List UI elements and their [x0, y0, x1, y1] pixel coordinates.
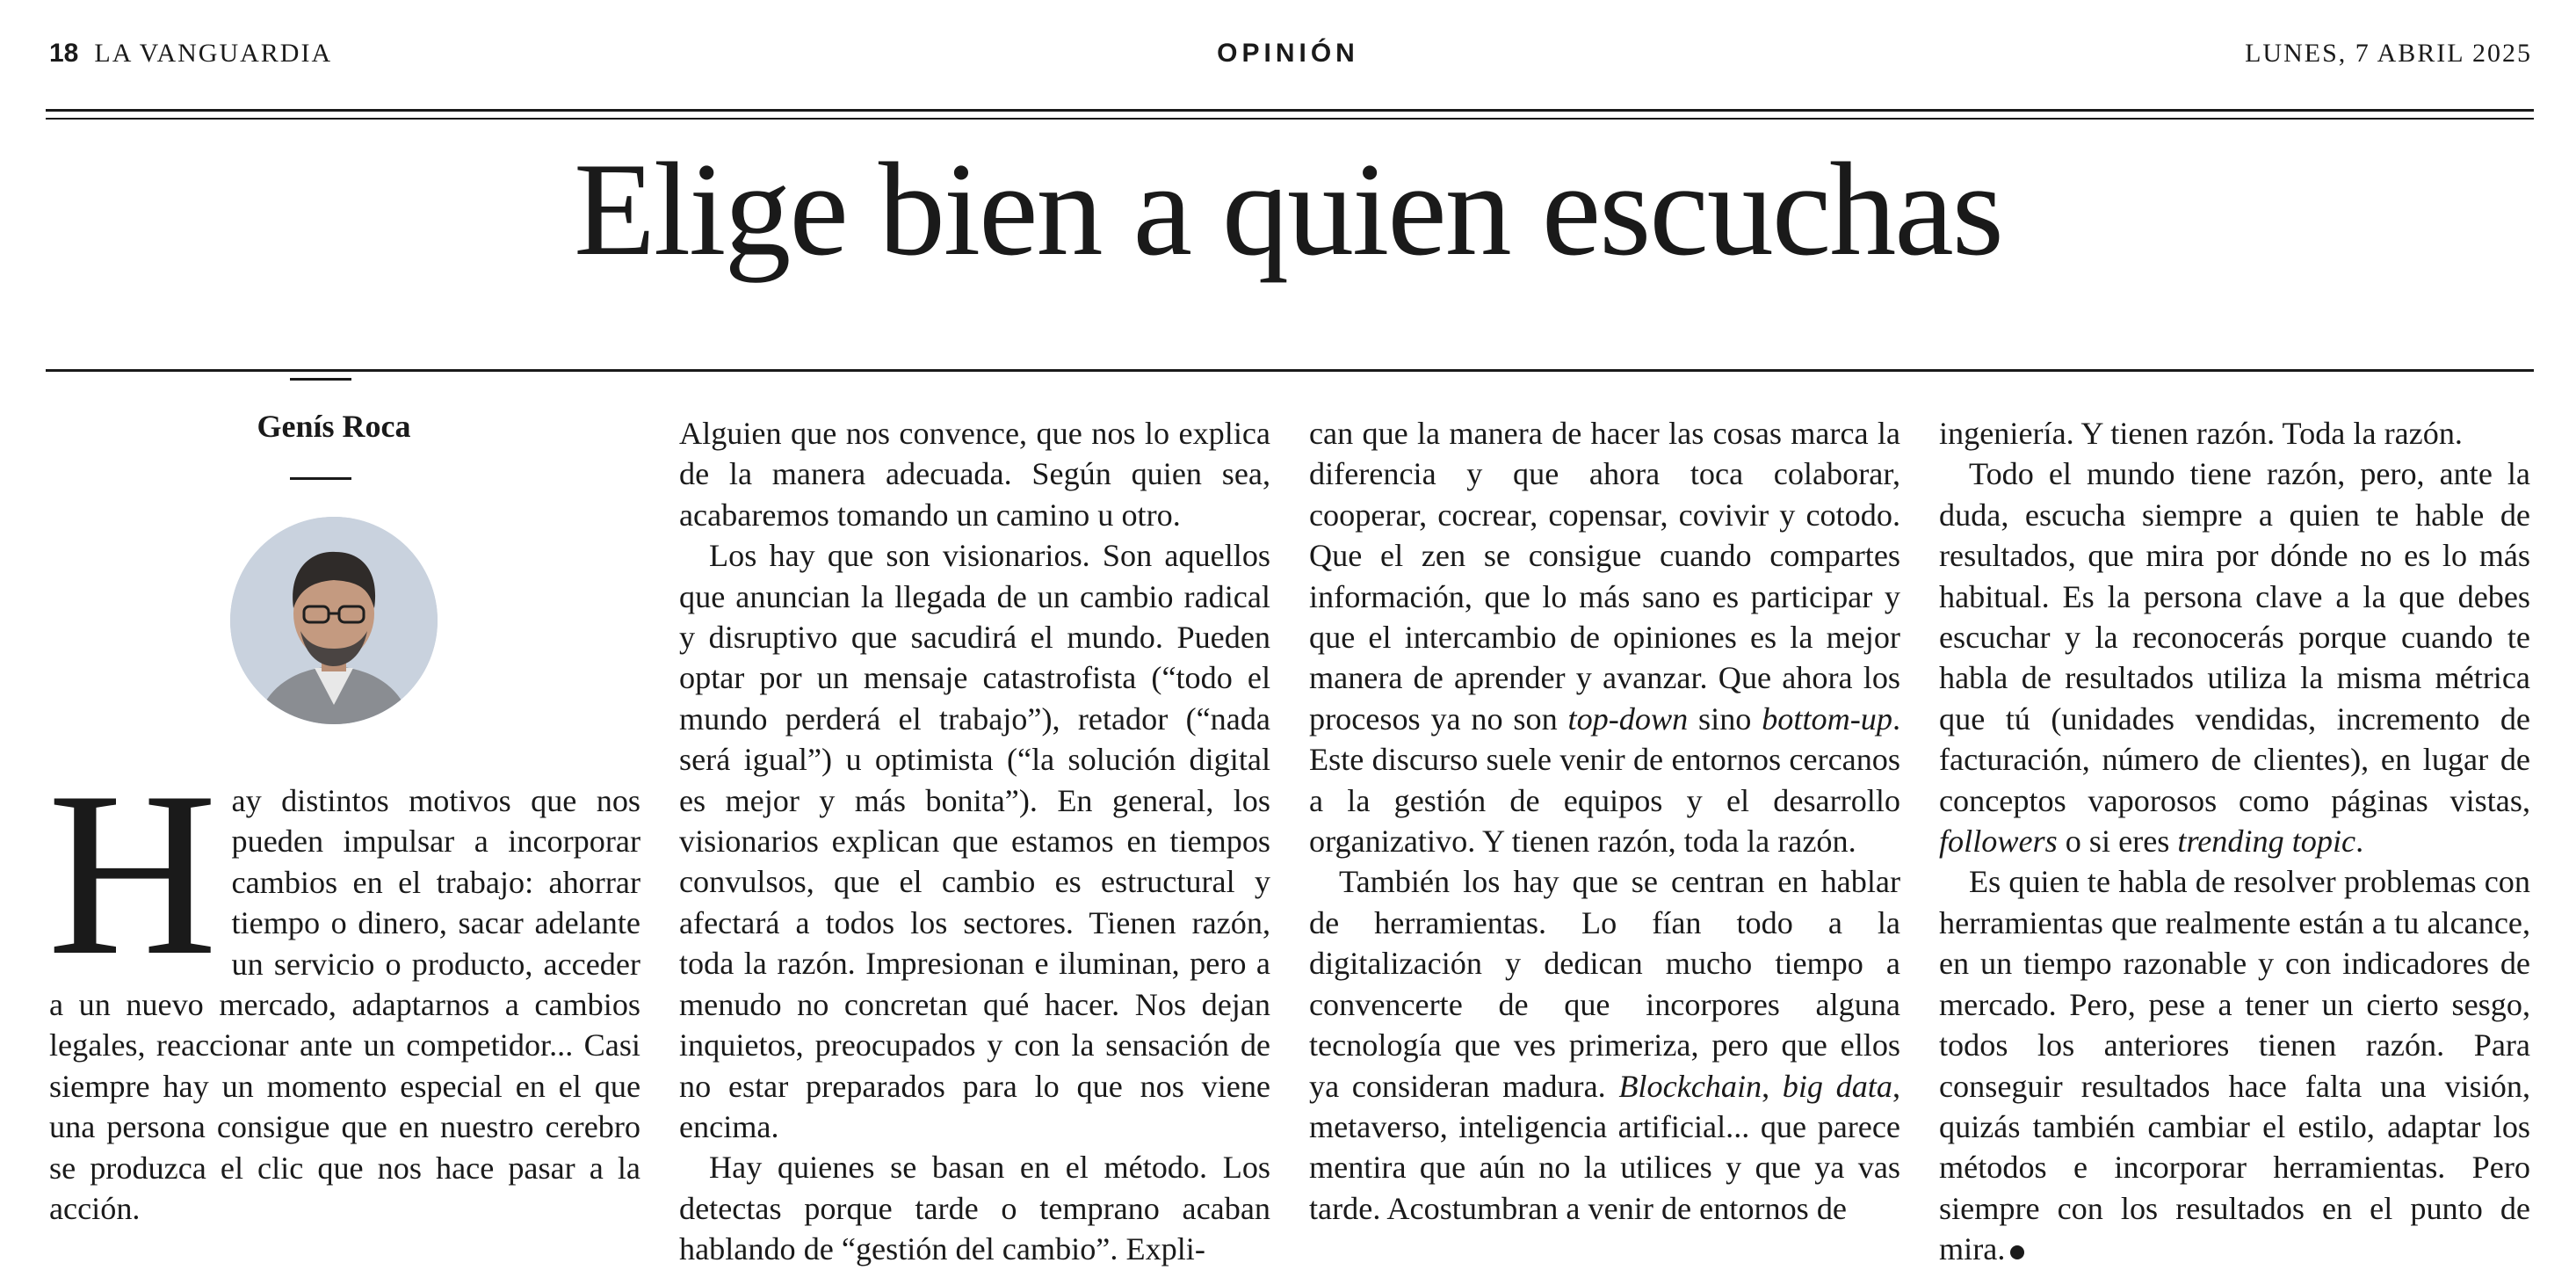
page-number: 18 [49, 39, 79, 68]
headline: Elige bien a quien escuchas [574, 135, 2002, 283]
publication-name: LA VANGUARDIA [94, 39, 333, 68]
paragraph [1309, 861, 1900, 1229]
text-run: También los hay que se centran en hablar de herramientas. Lo fían todo a la digitalización y dedican mucho tiempo a convencerte de que incorpores alguna tecnología que ves primeriza, pero que ellos ya consideran madura. [1309, 864, 1900, 1104]
text-run: , [1762, 1068, 1783, 1104]
header-rule-top [46, 109, 2534, 112]
article-column-1 [47, 743, 640, 1229]
paragraph: Alguien que nos convence, que nos lo explica de la manera adecuada. Según quien sea, acabaremos tomando un camino u otro. [679, 416, 1270, 533]
drop-cap: H [47, 743, 218, 1004]
header-rule-bottom [46, 118, 2534, 120]
text-run: Es quien te habla de resolver problemas con herramientas que realmente están a tu alcance, en un tiempo razonable y con indicadores de mercado. Pero, pese a tener un cierto sesgo, todos los anteriores tienen razón. Para conseguir resultados hace falta una visión, quizás también cambiar el estilo, adaptar los métodos e incorporar herramientas. Pero siempre con los resultados en el punto de mira. [1939, 864, 2530, 1267]
lead-paragraph: ay distintos motivos que nos pueden impulsar a incorporar cambios en el trabajo: ahorrar tiempo o dinero, sacar adelante un servicio o producto, acceder a un nuevo mercado, adaptarnos a cambios legales, reaccionar ante un competidor... Casi siempre hay un momento especial en el que una persona consigue que en nuestro cerebro se produzca el clic que nos hace pasar a la acción. [49, 783, 640, 1227]
headline-rule [46, 369, 2534, 372]
byline-rule-top [290, 378, 351, 381]
issue-date: LUNES, 7 ABRIL 2025 [2245, 39, 2532, 68]
italic-term: trending topic [2177, 824, 2356, 860]
text-run: can que la manera de hacer las cosas marca la diferencia y que ahora toca colaborar, cooperar, cocrear, copensar, covivir y cotodo. Que el zen se consigue cuando compartes información, que lo más sano es participar y que el intercambio de opiniones es la mejor manera de aprender y avanzar. Que ahora los procesos ya no son [1309, 416, 1900, 737]
paragraph [1939, 861, 2530, 1269]
article-column-2 [679, 413, 1270, 1270]
author-photo [230, 517, 438, 724]
text-run: , metaverso, inteligencia artificial... que parece mentira que aún no la utilices y que ya vas tarde. Acostumbran a venir de entornos de [1309, 1068, 1901, 1226]
paragraph: Hay quienes se basan en el método. Los detectas porque tarde o temprano acaban hablando de “gestión del cambio”. Expli- [679, 1150, 1270, 1267]
paragraph: ingeniería. Y tienen razón. Toda la razón. [1939, 416, 2463, 451]
article-column-4 [1939, 413, 2530, 1270]
text-run: o si eres [2057, 824, 2178, 860]
italic-term: big data [1782, 1068, 1892, 1104]
paragraph [1309, 413, 1900, 861]
italic-term: Blockchain [1618, 1068, 1762, 1104]
italic-term: top-down [1567, 700, 1689, 737]
text-run: . [2355, 824, 2364, 860]
article-column-3 [1309, 413, 1900, 1229]
end-of-article-bullet-icon [2010, 1245, 2024, 1259]
text-run: sino [1688, 700, 1762, 737]
text-run: Todo el mundo tiene razón, pero, ante la duda, escucha siempre a quien te hable de resultados, que mira por dónde no es lo más habitual. Es la persona clave a la que debes escuchar y la reconocerás porque cuando te habla de resultados utiliza la misma métrica que tú (unidades vendidas, incremento de facturación, número de clientes), en lugar de conceptos vaporosos como páginas vistas, [1939, 456, 2530, 818]
paragraph: Los hay que son visionarios. Son aquellos que anuncian la llegada de un cambio radical y disruptivo que sacudirá el mundo. Pueden optar por un mensaje catastrofista (“todo el mundo perderá el trabajo”), retador (“nada será igual”) u optimista (“la solución digital es mejor y más bonita”). En general, los visionarios explican que estamos en tiempos convulsos, que el cambio es estructural y afectará a todos los sectores. Tienen razón, toda la razón. Impresionan e iluminan, pero a menudo no concretan qué hacer. Nos dejan inquietos, preocupados y con la sensación de no estar preparados para lo que nos viene encima. [679, 538, 1270, 1144]
italic-term: bottom-up [1762, 700, 1892, 737]
author-portrait-illustration [230, 517, 438, 724]
author-byline: Genís Roca [257, 409, 411, 444]
byline-rule-bottom [290, 477, 351, 480]
italic-term: followers [1939, 824, 2058, 860]
text-run: . Este discurso suele venir de entornos cercanos a la gestión de equipos y el desarrollo organizativo. Y tienen razón, toda la razón. [1309, 700, 1901, 860]
paragraph [1939, 454, 2530, 861]
section-label: OPINIÓN [1217, 39, 1359, 68]
